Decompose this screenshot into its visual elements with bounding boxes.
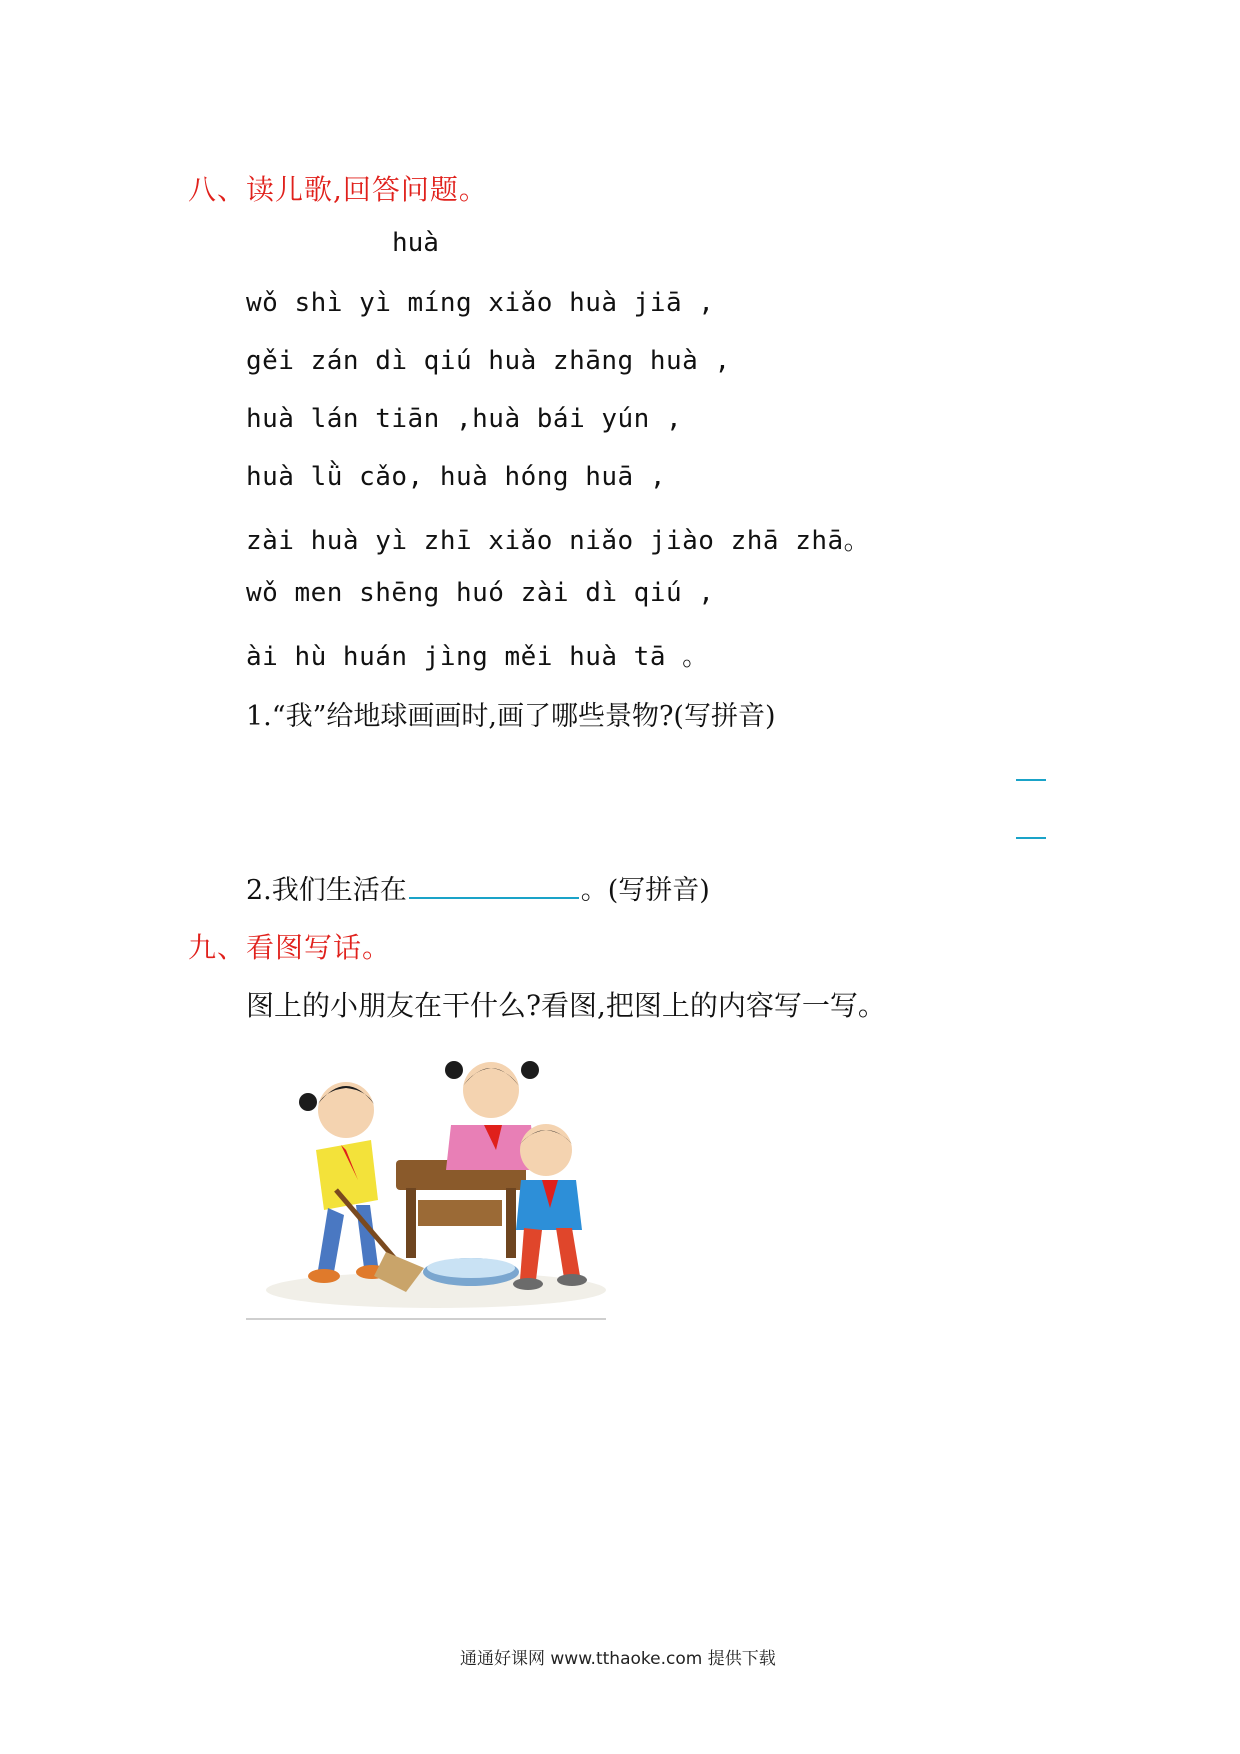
poem-line: wǒ men shēng huó zài dì qiú , <box>246 578 715 608</box>
poem-line: ài hù huán jìng měi huà tā 。 <box>246 642 709 672</box>
section-8-heading: 八、读儿歌,回答问题。 <box>188 173 488 206</box>
section-9-heading: 九、看图写话。 <box>188 931 392 964</box>
answer-line[interactable] <box>1016 779 1046 781</box>
answer-line[interactable] <box>1016 837 1046 839</box>
poem-line: wǒ shì yì míng xiǎo huà jiā , <box>246 288 715 318</box>
poem-title: huà <box>392 228 439 258</box>
question-2 <box>246 868 710 907</box>
footer-source: 通通好课网 www.tthaoke.com 提供下载 <box>460 1649 776 1669</box>
poem-line: zài huà yì zhī xiǎo niǎo jiào zhā zhā。 <box>246 526 871 556</box>
poem-line: huà lán tiān ,huà bái yún , <box>246 404 683 434</box>
question-2-prefix: 2.我们生活在 <box>246 875 407 906</box>
children-cleaning-illustration <box>246 1040 606 1320</box>
question-1: 1.“我”给地球画画时,画了哪些景物?(写拼音) <box>246 701 776 732</box>
poem-line: gěi zán dì qiú huà zhāng huà , <box>246 346 731 376</box>
question-2-suffix: 。(写拼音) <box>580 875 710 906</box>
answer-blank[interactable] <box>409 869 579 899</box>
poem-line: huà lǜ cǎo, huà hóng huā , <box>246 462 666 492</box>
section-9-instruction: 图上的小朋友在干什么?看图,把图上的内容写一写。 <box>246 989 886 1022</box>
